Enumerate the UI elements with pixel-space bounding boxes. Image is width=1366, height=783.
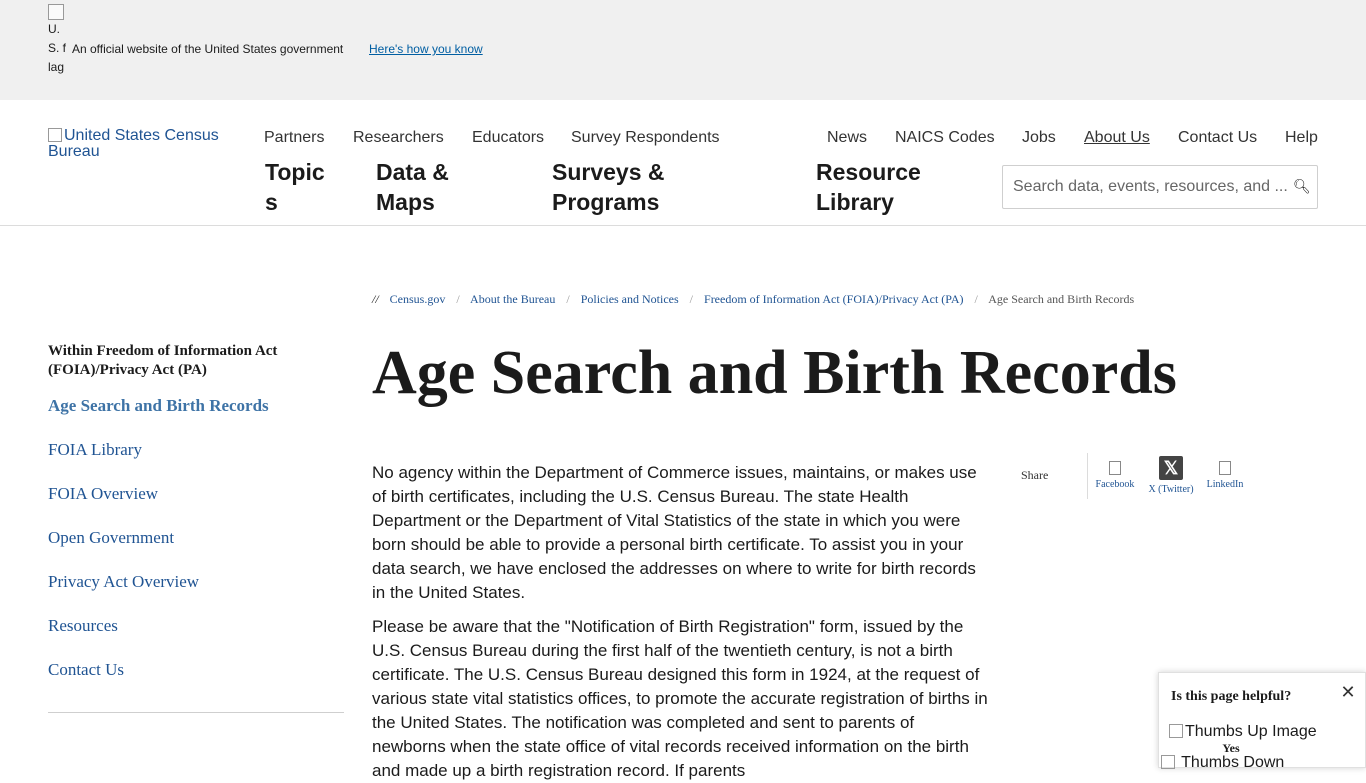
sidenav-item-contact-us[interactable]: Contact Us [48,660,125,679]
breadcrumb-link-foia-pa[interactable]: Freedom of Information Act (FOIA)/Privacy Act (PA) [704,292,964,306]
utility-link-survey-respondents[interactable]: Survey Respondents [571,129,720,146]
utility-link-news[interactable]: News [827,129,868,146]
broken-image-icon [48,128,62,142]
main-nav-topics[interactable] [265,157,335,217]
share-x-twitter-button[interactable] [1146,456,1196,495]
content-paragraph: Please be aware that the "Notification of Birth Registration" form, issued by the U.S. Census Bureau during the first half of the twentieth century, is not a birth certificate. The U.S. Census Bureau designed this form in 1924, at the request of various state vital statistics offices, to promote the accurate registration of births in the United States. The notification was completed and sent to parents of newborns when the state office of vital records received information on the birth and made up a birth registration record. If parents [372,617,988,780]
utility-link-partners[interactable]: Partners [264,129,325,146]
sidenav-divider [48,712,344,713]
sidenav-item-foia-overview[interactable]: FOIA Overview [48,484,159,503]
thumbs-up-alt-text: Thumbs Up Image [1185,723,1317,740]
main-nav-topics-label: Topic s [265,159,325,215]
breadcrumb-link-policies-notices[interactable]: Policies and Notices [580,292,679,306]
heres-how-you-know-link[interactable]: Here's how you know [369,42,483,56]
thumbs-up-icon [1169,724,1183,738]
thumbs-down-icon [1161,755,1175,769]
main-nav-data-maps[interactable] [376,157,486,217]
site-header [0,100,1366,226]
us-flag-icon [48,4,66,77]
page-title: Age Search and Birth Records [372,339,1177,407]
x-twitter-icon: 𝕏 [1159,456,1183,480]
close-icon[interactable]: ✕ [1340,682,1356,702]
census-logo[interactable] [48,128,238,160]
content-paragraph: No agency within the Department of Commerce issues, maintains, or makes use of birth certificates, including the U.S. Census Bureau. The state Health Department or the Department of Vital Statistics of the state in which you were born should be able to provide a personal birth certificate. To assist you in your data search, we have enclosed the addresses on where to write for birth records in the United States. [372,463,977,602]
search-icon[interactable]: 🔍︎ [1293,178,1311,194]
utility-link-naics-codes[interactable]: NAICS Codes [895,129,995,146]
breadcrumb [372,292,1134,307]
share-linkedin-button[interactable] [1205,456,1245,490]
thumbs-down-button[interactable] [1161,754,1284,772]
census-logo-alt-text: United States Census Bureau [48,127,219,160]
utility-link-jobs[interactable]: Jobs [1022,129,1056,146]
main-nav-surveys-programs[interactable] [552,157,702,217]
site-search [1002,165,1318,209]
utility-link-about-us[interactable]: About Us [1084,129,1150,146]
official-gov-banner [0,0,1366,100]
sidenav-heading: Within Freedom of Information Act (FOIA)/Privacy Act (PA) [48,343,278,378]
sidenav-item-resources[interactable]: Resources [48,616,118,635]
share-x-twitter-label: X (Twitter) [1148,484,1194,495]
main-nav-surveys-programs-label: Surveys & Programs [552,159,665,215]
us-flag-alt-text: U.S. flag [48,22,67,74]
linkedin-icon [1219,461,1231,475]
breadcrumb-current: Age Search and Birth Records [988,292,1135,306]
utility-link-help[interactable]: Help [1285,129,1318,146]
breadcrumb-separator: / [974,292,978,306]
share-divider [1087,453,1088,499]
breadcrumb-separator: / [566,292,570,306]
breadcrumb-link-census-gov[interactable]: Census.gov [389,292,446,306]
utility-link-educators[interactable]: Educators [472,129,545,146]
official-site-text: An official website of the United States government [72,42,344,56]
main-nav-resource-library[interactable] [816,157,956,217]
share-facebook-button[interactable] [1094,456,1136,490]
thumbs-down-alt-text: Thumbs Down [1181,754,1285,771]
share-label: Share [1021,468,1049,482]
feedback-widget [1158,672,1366,771]
broken-image-icon [48,4,64,20]
sidenav-item-foia-library[interactable]: FOIA Library [48,440,142,459]
sidenav-item-age-search[interactable]: Age Search and Birth Records [48,396,269,415]
main-nav-data-maps-label: Data & Maps [376,159,449,215]
thumbs-up-button[interactable] [1169,723,1317,741]
breadcrumb-separator: / [456,292,460,306]
share-linkedin-label: LinkedIn [1206,479,1244,490]
main-nav-resource-library-label: Resource Library [816,159,921,215]
breadcrumb-prefix: // [372,292,379,306]
breadcrumb-separator: / [689,292,694,306]
sidenav-item-privacy-act-overview[interactable]: Privacy Act Overview [48,572,200,591]
search-input[interactable] [1013,176,1293,198]
sidenav-item-open-government[interactable]: Open Government [48,528,175,547]
facebook-icon [1109,461,1121,475]
utility-link-contact-us[interactable]: Contact Us [1178,129,1258,146]
utility-link-researchers[interactable]: Researchers [353,129,444,146]
feedback-question: Is this page helpful? [1171,689,1292,704]
feedback-yes-label: Yes [1222,741,1240,755]
share-facebook-label: Facebook [1095,479,1135,490]
breadcrumb-link-about-the-bureau[interactable]: About the Bureau [470,292,556,306]
